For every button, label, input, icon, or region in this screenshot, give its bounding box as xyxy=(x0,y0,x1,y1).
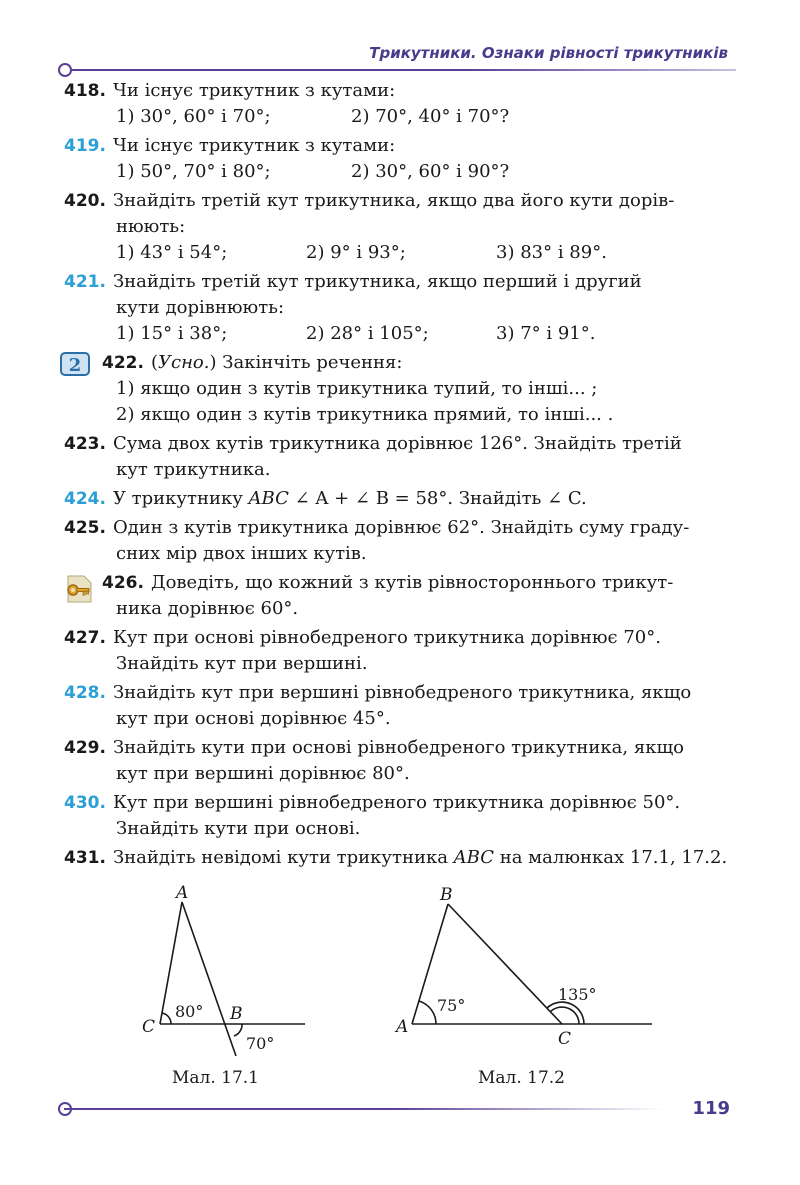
option: 2) 28° і 105°; xyxy=(306,323,429,344)
paren-open: ( xyxy=(150,352,158,373)
fig2-caption: Мал. 17.2 xyxy=(478,1068,566,1088)
problem-text-continued: нюють: xyxy=(116,216,186,237)
fig1-label-c: C xyxy=(142,1017,156,1037)
problem-text: Знайдіть третій кут трикутника, якщо два його кути дорів- xyxy=(112,190,675,211)
fig1-caption: Мал. 17.1 xyxy=(172,1068,260,1088)
option: 1) 15° і 38°; xyxy=(116,323,228,344)
problem-text-continued: сних мір двох інших кутів. xyxy=(116,543,367,564)
figures xyxy=(0,874,800,1094)
text-part: Знайдіть невідомі кути трикутника xyxy=(112,847,454,868)
problem-text: Сума двох кутів трикутника дорівнює 126°. Знайдіть третій xyxy=(112,433,682,454)
problem-text-continued: кут трикутника. xyxy=(116,459,271,480)
fig2-label-c: C xyxy=(558,1029,572,1049)
problem-number: 427. xyxy=(64,628,106,648)
problem-431 xyxy=(64,845,732,871)
problem-number: 428. xyxy=(64,683,106,703)
answer-options xyxy=(64,159,732,185)
problem-number: 421. xyxy=(64,272,106,292)
problem-424 xyxy=(64,486,732,512)
problem-text: Знайдіть кути при основі рівнобедреного трикутника, якщо xyxy=(112,737,685,758)
option: 2) 70°, 40° і 70°? xyxy=(351,106,510,127)
fig1-label-b: B xyxy=(230,1004,243,1024)
page-number: 119 xyxy=(692,1098,730,1119)
fig1-angle-b-label: 70° xyxy=(246,1034,275,1053)
fig2-angle-a-label: 75° xyxy=(437,996,466,1015)
fig2-label-a: A xyxy=(396,1017,409,1037)
level-2-icon-label: 2 xyxy=(68,355,82,376)
footer-rule xyxy=(64,1108,664,1110)
problem-number: 426. xyxy=(102,573,144,593)
triangle-name: ABC xyxy=(453,847,494,868)
option: 1) 30°, 60° і 70°; xyxy=(116,106,271,127)
problem-number: 423. xyxy=(64,434,106,454)
key-icon xyxy=(62,574,94,604)
figure-17-1 xyxy=(160,902,305,1056)
problem-421 xyxy=(64,269,732,347)
problem-text xyxy=(113,486,732,512)
problem-number: 430. xyxy=(64,793,106,813)
option: 1) 43° і 54°; xyxy=(116,242,228,263)
problem-427 xyxy=(64,625,732,677)
problem-text: Доведіть, що кожний з кутів рівностороннього трикут- xyxy=(150,572,674,593)
fig1-label-a: A xyxy=(176,883,189,903)
problem-text-continued: кут при вершині дорівнює 80°. xyxy=(116,763,410,784)
problem-text: Чи існує трикутник з кутами: xyxy=(112,80,396,101)
problem-number: 431. xyxy=(64,848,106,868)
problem-number: 422. xyxy=(102,353,144,373)
oral-marker: Усно. xyxy=(157,352,210,373)
option: 3) 83° і 89°. xyxy=(496,242,607,263)
answer-options xyxy=(64,104,732,130)
problem-text: Знайдіть третій кут трикутника, якщо перший і другий xyxy=(112,271,642,292)
problem-text: Знайдіть кут при вершині рівнобедреного трикутника, якщо xyxy=(112,682,692,703)
answer-options xyxy=(64,321,732,347)
problem-text-continued: кути дорівнюють: xyxy=(116,297,285,318)
problem-419 xyxy=(64,133,732,185)
problem-418 xyxy=(64,78,732,130)
problem-text-continued: Знайдіть кути при основі. xyxy=(116,818,361,839)
sentence-item: 1) якщо один з кутів трикутника тупий, то інші... ; xyxy=(116,378,598,399)
problem-text: Чи існує трикутник з кутами: xyxy=(112,135,396,156)
running-header: Трикутники. Ознаки рівності трикутників xyxy=(369,44,728,62)
fig1-angle-b-ext-arc xyxy=(234,1024,242,1036)
fig2-angle-c-label: 135° xyxy=(558,985,597,1004)
triangle-name: ABC xyxy=(248,488,289,509)
problem-423 xyxy=(64,431,732,483)
text-part: ∠ A + ∠ B = 58°. Знайдіть ∠ C. xyxy=(288,488,587,509)
fig2-label-b: B xyxy=(440,885,453,905)
problem-text: Один з кутів трикутника дорівнює 62°. Знайдіть суму граду- xyxy=(112,517,690,538)
option: 2) 30°, 60° і 90°? xyxy=(351,161,510,182)
problem-text: Кут при вершині рівнобедреного трикутника дорівнює 50°. xyxy=(112,792,681,813)
problem-number: 425. xyxy=(64,518,106,538)
problem-text xyxy=(151,350,732,376)
problem-420 xyxy=(64,188,732,266)
option: 2) 9° і 93°; xyxy=(306,242,406,263)
problem-number: 420. xyxy=(64,191,106,211)
problem-425 xyxy=(64,515,732,567)
problem-text-continued: Знайдіть кут при вершині. xyxy=(116,653,368,674)
problem-text: Кут при основі рівнобедреного трикутника дорівнює 70°. xyxy=(112,627,661,648)
problem-number: 424. xyxy=(64,489,106,509)
level-2-icon xyxy=(60,352,90,376)
problem-text-main: ) Закінчіть речення: xyxy=(209,352,403,373)
header-rule xyxy=(64,69,736,71)
text-part: У трикутнику xyxy=(112,488,249,509)
problems-list xyxy=(64,78,732,874)
header-rule-ring xyxy=(58,63,72,77)
problem-number: 419. xyxy=(64,136,106,156)
text-part: на малюнках 17.1, 17.2. xyxy=(494,847,728,868)
problem-text-continued: ника дорівнює 60°. xyxy=(116,598,299,619)
fig1-side-ab-extended xyxy=(182,902,236,1056)
problem-430 xyxy=(64,790,732,842)
problem-429 xyxy=(64,735,732,787)
option: 3) 7° і 91°. xyxy=(496,323,596,344)
sentence-item: 2) якщо один з кутів трикутника прямий, то інші... . xyxy=(116,404,614,425)
answer-options xyxy=(64,240,732,266)
problem-422 xyxy=(64,350,732,428)
fig2-angle-a-arc xyxy=(419,1001,436,1024)
fig1-angle-c-arc xyxy=(162,1013,171,1024)
problem-text xyxy=(113,845,732,871)
problem-text-continued: кут при основі дорівнює 45°. xyxy=(116,708,391,729)
option: 1) 50°, 70° і 80°; xyxy=(116,161,271,182)
problem-number: 429. xyxy=(64,738,106,758)
problem-426 xyxy=(64,570,732,622)
problem-428 xyxy=(64,680,732,732)
problem-number: 418. xyxy=(64,81,106,101)
fig1-angle-c-label: 80° xyxy=(175,1002,204,1021)
